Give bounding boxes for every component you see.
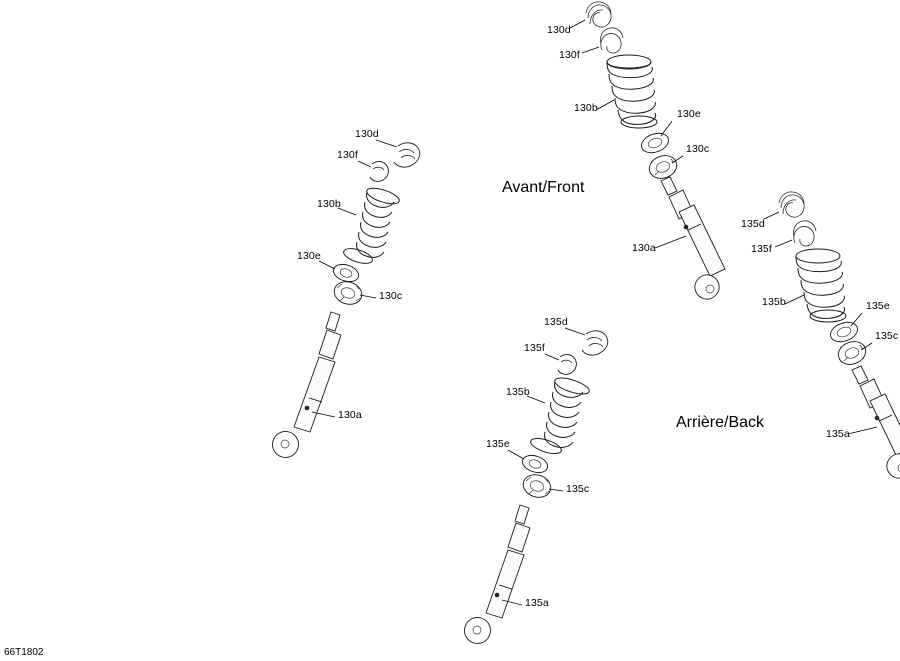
part-label-135f-back-right: 135f [751, 243, 772, 255]
part-135b-back-left [529, 375, 591, 457]
part-label-130f-front-upper: 130f [559, 49, 580, 61]
part-label-130a-front-left: 130a [338, 409, 362, 421]
leader-135f-back-right [775, 240, 792, 247]
leader-130d-front-upper [570, 20, 585, 28]
part-label-135a-back-right: 135a [826, 428, 850, 440]
part-label-135c-back-right: 135c [875, 330, 899, 342]
leader-135c-back-left [549, 489, 563, 491]
part-130a-front-upper [661, 177, 725, 299]
leader-130e-front-left [319, 261, 335, 269]
part-label-130e-front-left: 130e [297, 250, 321, 262]
part-label-130f-front-left: 130f [337, 149, 358, 161]
part-label-135e-back-left: 135e [486, 438, 510, 450]
leader-130f-front-upper [582, 47, 599, 53]
part-label-135b-back-left: 135b [506, 386, 530, 398]
part-130d-front-left [394, 143, 420, 167]
part-130b-front-left [342, 185, 401, 266]
part-label-130b-front-left: 130b [317, 198, 341, 210]
part-label-130d-front-left: 130d [355, 128, 379, 140]
part-135a-back-left [464, 505, 530, 644]
leader-135b-back-right [785, 295, 804, 304]
part-label-135f-back-left: 135f [524, 342, 545, 354]
part-label-135c-back-left: 135c [566, 483, 590, 495]
part-label-135a-back-left: 135a [525, 597, 549, 609]
part-label-130c-front-left: 130c [379, 290, 403, 302]
leader-135e-back-right [851, 313, 862, 326]
leader-135a-back-right [848, 427, 877, 434]
part-135f-back-left [558, 355, 576, 375]
part-label-130d-front-upper: 130d [547, 24, 571, 36]
leader-135d-back-left [565, 328, 585, 335]
leader-135d-back-right [764, 212, 779, 219]
drawing-code: 66T1802 [4, 647, 44, 658]
part-135e-back-left [520, 452, 550, 475]
leader-130a-front-upper [655, 236, 686, 248]
leader-135e-back-left [508, 450, 524, 459]
part-130b-front-upper [607, 55, 657, 128]
part-135c-back-right [835, 338, 869, 368]
leader-130d-front-left [376, 140, 397, 147]
part-130f-front-left [370, 162, 388, 182]
part-label-135d-back-right: 135d [741, 218, 765, 230]
part-135d-back-left [582, 331, 608, 355]
part-label-130e-front-upper: 130e [677, 108, 701, 120]
part-130d-front-upper [586, 2, 611, 27]
part-130c-front-left [331, 278, 364, 308]
part-label-135b-back-right: 135b [762, 296, 786, 308]
part-label-130c-front-upper: 130c [686, 143, 710, 155]
part-130c-front-upper [646, 152, 680, 182]
part-130e-front-upper [639, 130, 671, 156]
leader-130b-front-upper [596, 100, 614, 110]
part-135d-back-right [779, 192, 804, 217]
part-label-135e-back-right: 135e [866, 300, 890, 312]
part-label-130a-front-upper: 130a [632, 242, 656, 254]
part-135a-back-right [852, 366, 900, 478]
part-label-135d-back-left: 135d [544, 316, 568, 328]
part-135b-back-right [796, 249, 846, 322]
part-135c-back-left [520, 471, 553, 501]
part-130e-front-left [331, 261, 361, 284]
leader-135f-back-left [545, 354, 559, 360]
leader-130c-front-left [360, 295, 376, 298]
section-title-back: Arrière/Back [676, 414, 765, 431]
leader-130f-front-left [358, 161, 371, 167]
part-label-130b-front-upper: 130b [574, 102, 598, 114]
section-title-front: Avant/Front [502, 179, 585, 196]
leader-130e-front-upper [661, 121, 672, 136]
part-135f-back-right [793, 221, 816, 246]
part-130a-front-left [272, 312, 341, 458]
part-130f-front-upper [600, 28, 623, 53]
